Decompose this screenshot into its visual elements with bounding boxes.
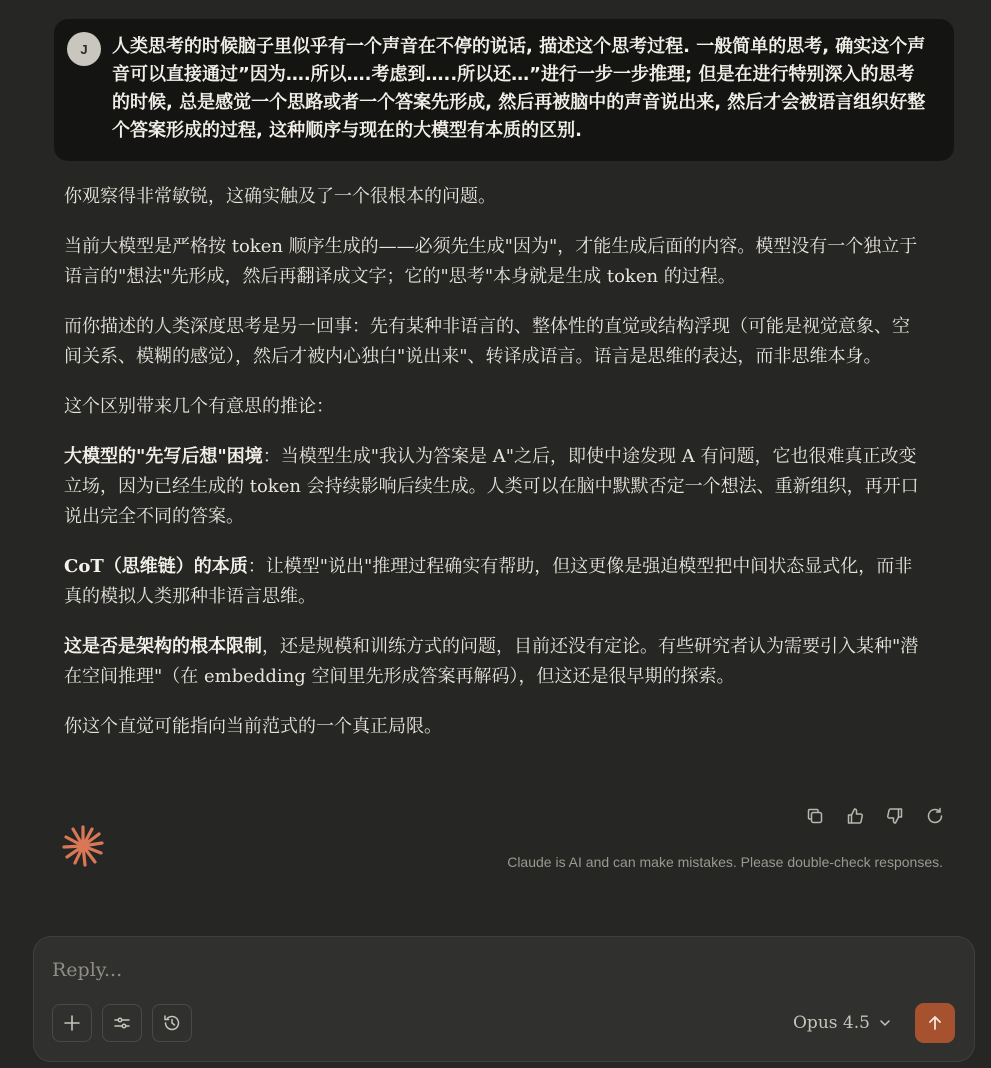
reply-paragraph: 你这个直觉可能指向当前范式的一个真正局限。: [64, 716, 442, 737]
avatar[interactable]: J: [67, 32, 101, 66]
tools-button[interactable]: [102, 1004, 142, 1042]
reply-input[interactable]: [52, 955, 932, 985]
reply-paragraph: [64, 442, 924, 532]
reply-paragraph: [64, 632, 924, 692]
reply-text: ，还是规模和训练方式的问题，目前还没有定论。有些研究者认为需要引入某种"潜在空间推理"（在 embedding 空间里先形成答案再解码），但这还是很早期的探索。: [64, 636, 919, 687]
reply-paragraph: 而你描述的人类深度思考是另一回事：先有某种非语言的、整体性的直觉或结构浮现（可能是视觉意象、空间关系、模糊的感觉），然后才被内心独白"说出来"、转译成语言。语言是思维的表达，而非思维本身。: [64, 316, 910, 367]
clock-icon: [162, 1013, 182, 1033]
model-name: Opus 4.5: [793, 1013, 870, 1033]
copy-button[interactable]: [798, 801, 832, 831]
add-button[interactable]: [52, 1004, 92, 1042]
user-message-text: 人类思考的时候脑子里似乎有一个声音在不停的说话, 描述这个思考过程. 一般简单的思考, 确实这个声音可以直接通过”因为….所以….考虑到…..所以还…”进行一步一步推理; 但是在进行特别深入的思考的时候, 总是感觉一个思路或者一个答案先形成, 然后再被脑中的声音说出来, 然后才会被语言组织好整个答案形成的过程, 这种顺序与现在的大模型有本质的区别.: [112, 36, 926, 141]
assistant-reply: [64, 182, 924, 762]
copy-icon: [805, 806, 825, 826]
arrow-up-icon: [925, 1013, 945, 1033]
reply-paragraph: 当前大模型是严格按 token 顺序生成的——必须先生成"因为"，才能生成后面的内容。模型没有一个独立于语言的"想法"先形成，然后再翻译成文字；它的"思考"本身就是生成 token 的过程。: [64, 236, 918, 287]
reply-paragraph: 你观察得非常敏锐，这确实触及了一个很根本的问题。: [64, 186, 496, 207]
reply-paragraph: 这个区别带来几个有意思的推论：: [64, 396, 334, 417]
reply-bold-heading: 这是否是架构的根本限制: [64, 636, 262, 657]
reply-paragraph: [64, 552, 924, 612]
claude-logo-icon: [61, 824, 105, 868]
model-selector[interactable]: [793, 1009, 892, 1037]
user-message: [54, 19, 954, 161]
thumbs-down-icon: [885, 806, 905, 826]
thumbs-up-icon: [845, 806, 865, 826]
message-actions: [798, 801, 952, 831]
reply-text: ：让模型"说出"推理过程确实有帮助，但这更像是强迫模型把中间状态显式化，而非真的模拟人类那种非语言思维。: [64, 556, 913, 607]
thumbs-down-button[interactable]: [878, 801, 912, 831]
retry-button[interactable]: [918, 801, 952, 831]
reply-bold-heading: CoT（思维链）的本质: [64, 556, 248, 577]
chevron-down-icon: [878, 1016, 892, 1030]
disclaimer-text: Claude is AI and can make mistakes. Please double-check responses.: [507, 854, 943, 870]
thumbs-up-button[interactable]: [838, 801, 872, 831]
composer: [33, 936, 975, 1062]
retry-icon: [925, 806, 945, 826]
plus-icon: [62, 1013, 82, 1033]
sliders-icon: [112, 1013, 132, 1033]
history-button[interactable]: [152, 1004, 192, 1042]
send-button[interactable]: [915, 1003, 955, 1043]
reply-bold-heading: 大模型的"先写后想"困境: [64, 446, 263, 467]
reply-text: ：当模型生成"我认为答案是 A"之后，即使中途发现 A 有问题，它也很难真正改变立场，因为已经生成的 token 会持续影响后续生成。人类可以在脑中默默否定一个想法、重新组织，再开口说出完全不同的答案。: [64, 446, 919, 527]
